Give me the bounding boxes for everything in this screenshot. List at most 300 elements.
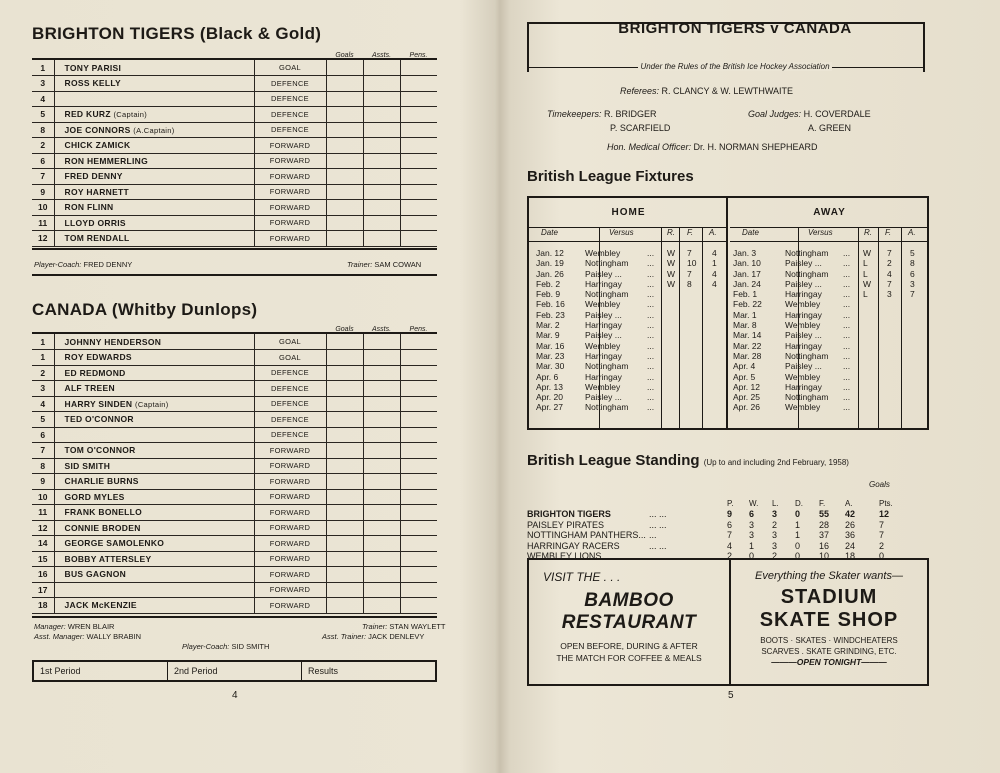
assists-cell [363, 169, 400, 185]
fixture-against: 4 [712, 248, 717, 258]
fixture-date: Jan. 10 [733, 258, 761, 269]
fixture-dots: ... [647, 381, 655, 392]
standing-team: NOTTINGHAM PANTHERS... [527, 530, 646, 540]
player-name: FRED DENNY [54, 169, 254, 185]
fixture-for: 7 [687, 268, 692, 279]
standing-value: 28 [819, 519, 830, 530]
pens-cell [400, 60, 437, 76]
fixture-against: 5 [910, 248, 915, 258]
roster-row [32, 91, 437, 107]
fixture-row [730, 402, 929, 412]
bamboo-small2: THE MATCH FOR COFFEE & MEALS [556, 653, 702, 663]
roster-row [32, 412, 437, 428]
goals-col-label: Goals [335, 52, 354, 59]
fixture-versus: Paisley ... [585, 330, 622, 341]
player-position: FORWARD [254, 138, 326, 154]
player-position: FORWARD [254, 489, 326, 505]
standing-col-label: F. [819, 498, 826, 508]
standing-value: 2 [727, 551, 733, 561]
standing-col-label: P. [727, 498, 734, 508]
fixture-versus: Wembley [785, 402, 821, 413]
player-name: RED KURZ (Captain) [54, 107, 254, 123]
fixture-row [730, 299, 929, 309]
roster-row [32, 350, 437, 366]
fixture-date: Jan. 26 [536, 268, 564, 279]
pens-cell [400, 551, 437, 567]
roster-row [32, 138, 437, 154]
standing-team: BRIGHTON TIGERS [527, 509, 611, 519]
medical-officer-line: Hon. Medical Officer: Dr. H. NORMAN SHEPHEARD [607, 142, 818, 152]
standing-value: 3 [772, 530, 778, 540]
player-position: FORWARD [254, 231, 326, 247]
date-col-label: Date [541, 228, 558, 237]
player-name: ROSS KELLY [54, 76, 254, 92]
roster-row [32, 520, 437, 536]
fixture-row [730, 361, 929, 371]
goal-judges-line: Goal Judges: H. COVERDALE [748, 109, 871, 119]
fixture-row [529, 279, 728, 289]
player-position: DEFENCE [254, 381, 326, 397]
player-number: 10 [32, 200, 54, 216]
goals-cell [326, 505, 363, 521]
roster-row [32, 107, 437, 123]
assists-col-label: Assts. [371, 52, 392, 59]
player-name: GORD MYLES [54, 489, 254, 505]
first-period-cell: 1st Period [40, 666, 81, 676]
fixture-result: L [863, 258, 868, 269]
fixture-dots: ... [843, 299, 851, 310]
fixture-dots: ... [647, 268, 655, 279]
roster-row [32, 381, 437, 397]
assists-cell [363, 334, 400, 350]
skate-lead: Everything the Skater wants— [755, 570, 903, 582]
fixture-versus: Nottingham [585, 361, 629, 372]
fixture-dots: ... [647, 330, 655, 341]
standing-value: 0 [795, 540, 801, 551]
goals-cell [326, 138, 363, 154]
fixture-dots: ... [647, 371, 655, 382]
standing-dots: ... ... [649, 519, 667, 530]
pens-cell [400, 91, 437, 107]
fixture-versus: Wembley [585, 381, 621, 392]
roster-row [32, 169, 437, 185]
assists-cell [363, 474, 400, 490]
fixture-dots: ... [843, 330, 851, 341]
fixture-versus: Paisley ... [785, 361, 822, 372]
assists-cell [363, 153, 400, 169]
fixture-date: Apr. 4 [733, 361, 756, 372]
away-r-divider [878, 228, 879, 428]
goals-cell [326, 412, 363, 428]
canada-asst-manager: Asst. Manager: WALLY BRABIN [34, 632, 142, 641]
player-name: TONY PARISI [54, 60, 254, 76]
fixture-versus: Paisley ... [585, 392, 622, 403]
pens-cell [400, 412, 437, 428]
player-number: 5 [32, 107, 54, 123]
fixture-row [529, 299, 728, 309]
pens-cell [400, 582, 437, 598]
fixture-row [529, 372, 728, 382]
standing-col-label: Pts. [879, 498, 893, 508]
roster-row [32, 396, 437, 412]
fixture-dots: ... [843, 278, 851, 289]
brighton-coach: Player-Coach: FRED DENNY [34, 260, 133, 269]
assists-cell [363, 365, 400, 381]
player-position: DEFENCE [254, 427, 326, 443]
standing-dots: ... ... ... [649, 551, 677, 561]
fixture-dots: ... [647, 299, 655, 310]
goals-cell [326, 334, 363, 350]
fixture-for: 4 [887, 268, 892, 279]
standing-team: WEMBLEY LIONS [527, 551, 602, 561]
assists-cell [363, 427, 400, 443]
goals-cell [326, 489, 363, 505]
player-number: 6 [32, 153, 54, 169]
fixture-row [529, 248, 728, 258]
pens-cell [400, 427, 437, 443]
player-number: 8 [32, 458, 54, 474]
fixture-date: Mar. 9 [536, 330, 560, 341]
pens-cell [400, 505, 437, 521]
home-col-heads [529, 228, 728, 242]
standing-team: HARRINGAY RACERS [527, 540, 620, 551]
fixture-against: 4 [712, 278, 717, 289]
player-position: FORWARD [254, 458, 326, 474]
fixture-date: Feb. 2 [536, 278, 561, 289]
fixture-dots: ... [843, 309, 851, 320]
goals-cell [326, 365, 363, 381]
player-name: TED O'CONNOR [54, 412, 254, 428]
player-name: JOHNNY HENDERSON [54, 334, 254, 350]
fixtures-heading: British League Fixtures [527, 168, 694, 185]
fixture-date: Mar. 14 [733, 330, 762, 341]
player-number: 12 [32, 231, 54, 247]
fixture-dots: ... [647, 258, 655, 269]
fixture-date: Jan. 17 [733, 268, 761, 279]
standing-dots: ... [649, 530, 657, 540]
fixture-against: 6 [910, 268, 915, 279]
roster-row [32, 153, 437, 169]
fixture-dots: ... [843, 350, 851, 361]
fixtures-home [529, 198, 728, 428]
fixture-date: Feb. 1 [733, 289, 758, 300]
assists-cell [363, 551, 400, 567]
canada-heading: CANADA (Whitby Dunlops) [32, 300, 258, 319]
a-col-label: A. [709, 228, 717, 237]
standing-table [527, 480, 937, 562]
goals-label: Goals [869, 480, 890, 489]
f-col-label: F. [885, 228, 892, 237]
roster-row [32, 567, 437, 583]
player-position: FORWARD [254, 567, 326, 583]
roster-row [32, 334, 437, 350]
roster-row [32, 122, 437, 138]
fixture-versus: Nottingham [585, 402, 629, 413]
player-position: FORWARD [254, 443, 326, 459]
fixture-dots: ... [843, 392, 851, 403]
fixture-dots: ... [647, 350, 655, 361]
fixture-against: 8 [910, 258, 915, 269]
player-name: RON HEMMERLING [54, 153, 254, 169]
player-position: DEFENCE [254, 91, 326, 107]
standing-col-heads [527, 499, 937, 510]
assists-cell [363, 231, 400, 247]
fixture-dots: ... [647, 309, 655, 320]
player-position: DEFENCE [254, 412, 326, 428]
standing-value: 1 [795, 530, 801, 540]
fixture-for: 8 [687, 278, 692, 289]
assists-cell [363, 122, 400, 138]
fixture-date: Jan. 19 [536, 258, 564, 269]
goals-cell [326, 520, 363, 536]
fixture-date: Jan. 12 [536, 248, 564, 258]
assists-cell [363, 138, 400, 154]
standing-value: 2 [772, 519, 778, 530]
roster-row [32, 231, 437, 247]
player-number: 7 [32, 443, 54, 459]
pens-cell [400, 350, 437, 366]
roster-row [32, 200, 437, 216]
timekeepers-line: Timekeepers: R. BRIDGER [547, 109, 657, 119]
roster-row [32, 489, 437, 505]
fixture-versus: Nottingham [785, 392, 829, 403]
fixture-versus: Paisley ... [585, 309, 622, 320]
fixtures-center-divider [726, 198, 728, 428]
fixture-versus: Paisley ... [785, 278, 822, 289]
pens-cell [400, 215, 437, 231]
fixture-row [730, 341, 929, 351]
fixture-dots: ... [647, 340, 655, 351]
advert-panel [527, 558, 929, 686]
player-position: FORWARD [254, 551, 326, 567]
roster-row [32, 443, 437, 459]
player-name: ALF TREEN [54, 381, 254, 397]
fixture-dots: ... [647, 361, 655, 372]
bamboo-line2: RESTAURANT [561, 612, 697, 633]
fixture-result: W [863, 248, 872, 258]
player-number: 3 [32, 76, 54, 92]
player-name: TOM RENDALL [54, 231, 254, 247]
standing-row [527, 530, 937, 541]
standing-goals-label-row [527, 480, 937, 499]
standing-team: PAISLEY PIRATES [527, 519, 605, 530]
pens-cell [400, 231, 437, 247]
fixture-result: L [863, 289, 868, 300]
fixture-versus: Paisley ... [585, 268, 622, 279]
fixture-date: Jan. 24 [733, 278, 761, 289]
pens-cell [400, 138, 437, 154]
standing-value: 26 [845, 519, 856, 530]
player-position: FORWARD [254, 169, 326, 185]
standing-value: 6 [749, 509, 755, 519]
fixture-dots: ... [843, 289, 851, 300]
assists-cell [363, 184, 400, 200]
brighton-rule-bottom [32, 248, 437, 250]
fixture-row [730, 248, 929, 258]
fixture-row [529, 341, 728, 351]
roster-row [32, 582, 437, 598]
fixture-versus: Harringay [785, 340, 822, 351]
fixture-dots: ... [843, 320, 851, 331]
brighton-trainer: Trainer: SAM COWAN [347, 260, 422, 269]
away-versus-divider [858, 228, 859, 428]
goal-judge-2: A. GREEN [808, 123, 852, 133]
standing-value: 18 [845, 551, 856, 561]
fixture-result: W [667, 248, 676, 258]
player-name: HARRY SINDEN (Captain) [54, 396, 254, 412]
fixture-versus: Harringay [585, 320, 622, 331]
assists-cell [363, 396, 400, 412]
goals-cell [326, 76, 363, 92]
assists-col-label: Assts. [371, 326, 392, 333]
goals-cell [326, 582, 363, 598]
fixture-versus: Wembley [585, 340, 621, 351]
goals-col-label: Goals [335, 326, 354, 333]
home-versus-divider [661, 228, 662, 428]
fixture-for: 7 [887, 248, 892, 258]
fixture-dots: ... [843, 248, 851, 258]
pens-cell [400, 536, 437, 552]
fixture-date: Mar. 23 [536, 350, 565, 361]
fixture-dots: ... [843, 381, 851, 392]
assists-cell [363, 582, 400, 598]
goals-cell [326, 215, 363, 231]
pens-cell [400, 598, 437, 614]
standing-value: 4 [727, 540, 733, 551]
pens-cell [400, 443, 437, 459]
fixture-versus: Paisley ... [785, 258, 822, 269]
home-f-divider [702, 228, 703, 428]
fixture-row [529, 361, 728, 371]
player-position: GOAL [254, 334, 326, 350]
player-name: JACK McKENZIE [54, 598, 254, 614]
assists-cell [363, 76, 400, 92]
away-rows [730, 242, 929, 413]
player-number: 8 [32, 122, 54, 138]
player-name: LLOYD ORRIS [54, 215, 254, 231]
roster-row [32, 76, 437, 92]
player-name: CONNIE BRODEN [54, 520, 254, 536]
fixture-versus: Wembley [585, 299, 621, 310]
fixture-row [730, 279, 929, 289]
fixture-date: Apr. 12 [733, 381, 760, 392]
assists-cell [363, 215, 400, 231]
goals-cell [326, 107, 363, 123]
assists-cell [363, 567, 400, 583]
standing-col-label: D. [795, 498, 803, 508]
player-name: CHARLIE BURNS [54, 474, 254, 490]
fixture-dots: ... [647, 248, 655, 258]
fixture-row [730, 269, 929, 279]
player-number: 2 [32, 365, 54, 381]
brighton-heading: BRIGHTON TIGERS (Black & Gold) [32, 24, 322, 43]
player-position: DEFENCE [254, 122, 326, 138]
roster-row [32, 60, 437, 76]
player-position: DEFENCE [254, 107, 326, 123]
fixture-row [730, 320, 929, 330]
player-position: FORWARD [254, 200, 326, 216]
fixture-dots: ... [843, 361, 851, 372]
bamboo-advert [529, 560, 729, 684]
standing-value: 7 [879, 519, 885, 530]
fixture-for: 7 [887, 278, 892, 289]
fixture-against: 1 [712, 258, 717, 269]
goals-cell [326, 443, 363, 459]
pens-cell [400, 567, 437, 583]
canada-rule-bottom [32, 616, 437, 618]
player-position: DEFENCE [254, 365, 326, 381]
fixture-row [730, 372, 929, 382]
pens-col-label: Pens. [409, 326, 428, 333]
fixtures-table [527, 196, 929, 430]
goals-cell [326, 60, 363, 76]
player-position: FORWARD [254, 474, 326, 490]
fixture-row [730, 351, 929, 361]
roster-row [32, 551, 437, 567]
pens-cell [400, 396, 437, 412]
fixture-result: W [667, 268, 676, 279]
fixture-row [529, 402, 728, 412]
player-position: FORWARD [254, 536, 326, 552]
assists-cell [363, 200, 400, 216]
player-number: 14 [32, 536, 54, 552]
standing-value: 9 [727, 509, 733, 519]
player-number: 9 [32, 184, 54, 200]
fixture-dots: ... [843, 340, 851, 351]
standing-row [527, 509, 937, 520]
fixtures-away [730, 198, 929, 428]
standing-row [527, 520, 937, 531]
player-name: ED REDMOND [54, 365, 254, 381]
bamboo-line1: BAMBOO [584, 590, 674, 611]
roster-row [32, 536, 437, 552]
a-col-label: A. [908, 228, 916, 237]
standing-row [527, 541, 937, 552]
fixture-row [730, 310, 929, 320]
fixture-date: Mar. 30 [536, 361, 565, 372]
goals-cell [326, 153, 363, 169]
pens-cell [400, 184, 437, 200]
player-number: 11 [32, 215, 54, 231]
assists-cell [363, 536, 400, 552]
player-name: SID SMITH [54, 458, 254, 474]
away-date-divider [798, 228, 799, 428]
fixture-date: Feb. 9 [536, 289, 561, 300]
goals-cell [326, 551, 363, 567]
standing-value: 0 [749, 551, 755, 561]
referees-line: Referees: R. CLANCY & W. LEWTHWAITE [620, 86, 794, 96]
player-name: FRANK BONELLO [54, 505, 254, 521]
fixture-for: 7 [687, 248, 692, 258]
goals-cell [326, 536, 363, 552]
fixture-date: Apr. 27 [536, 402, 563, 413]
roster-row [32, 215, 437, 231]
assists-cell [363, 350, 400, 366]
player-position: DEFENCE [254, 396, 326, 412]
match-subtitle: Under the Rules of the British Ice Hockey Association [640, 62, 830, 71]
fixture-date: Mar. 8 [733, 320, 757, 331]
fixture-row [529, 351, 728, 361]
assists-cell [363, 520, 400, 536]
standing-value: 1 [795, 519, 801, 530]
versus-col-label: Versus [609, 228, 634, 237]
canada-manager: Manager: WREN BLAIR [34, 622, 115, 631]
goals-cell [326, 91, 363, 107]
player-name: GEORGE SAMOLENKO [54, 536, 254, 552]
canada-coach: Player-Coach: SID SMITH [182, 642, 270, 651]
results-cell: Results [301, 662, 435, 680]
roster-row [32, 598, 437, 614]
